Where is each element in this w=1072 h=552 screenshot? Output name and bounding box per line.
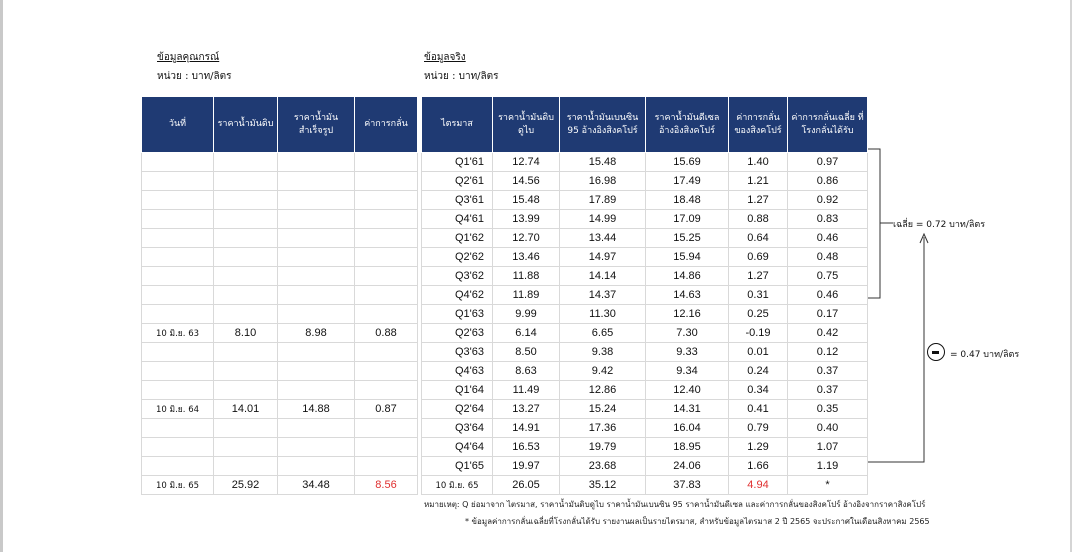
benzene-95-cell: 14.97 [560, 248, 646, 267]
diesel-cell: 18.48 [646, 191, 729, 210]
avg-margin-cell: 0.40 [788, 419, 868, 438]
diesel-cell: 37.83 [646, 476, 729, 495]
right-section-unit: หน่วย : บาท/ลิตร [424, 71, 499, 82]
quarter-cell: Q4'62 [422, 286, 493, 305]
quarter-cell: Q4'64 [422, 438, 493, 457]
quarter-cell: Q4'61 [422, 210, 493, 229]
quarter-cell: 10 มิ.ย. 65 [422, 476, 493, 495]
benzene-95-cell: 17.89 [560, 191, 646, 210]
dubai-crude-cell: 16.53 [493, 438, 560, 457]
diesel-cell: 17.09 [646, 210, 729, 229]
avg-margin-cell: 0.48 [788, 248, 868, 267]
avg-margin-cell: 0.83 [788, 210, 868, 229]
crude-price-cell: 8.10 [214, 324, 278, 343]
refining-margin-cell: 0.88 [355, 324, 418, 343]
refined-price-cell: 34.48 [278, 476, 355, 495]
sg-margin-cell: 0.88 [729, 210, 788, 229]
header-diesel: ราคาน้ำมันดีเซล อ้างอิงสิงคโปร์ [646, 97, 729, 153]
dubai-crude-cell: 11.49 [493, 381, 560, 400]
diesel-cell: 14.31 [646, 400, 729, 419]
quarter-cell: Q3'62 [422, 267, 493, 286]
left-section-unit: หน่วย : บาท/ลิตร [157, 71, 232, 82]
quarter-cell: Q1'62 [422, 229, 493, 248]
avg-margin-cell: 0.86 [788, 172, 868, 191]
avg-margin-cell: 0.37 [788, 381, 868, 400]
footnote-line-1: หมายเหตุ: Q ย่อมาจาก ไตรมาส, ราคาน้ำมันดิบดูไบ ราคาน้ำมันเบนซิน 95 ราคาน้ำมันดีเซล และค่าการกลั่นของสิงคโปร์ อ้างอิงจากราคาสิงคโปร์ [424, 500, 926, 509]
quarter-cell: Q2'61 [422, 172, 493, 191]
dubai-crude-cell: 11.88 [493, 267, 560, 286]
sg-margin-cell: 0.79 [729, 419, 788, 438]
benzene-95-cell: 14.99 [560, 210, 646, 229]
dubai-crude-cell: 13.46 [493, 248, 560, 267]
quarter-cell: Q1'61 [422, 153, 493, 172]
header-avg-margin: ค่าการกลั่นเฉลี่ย ที่โรงกลั่นได้รับ [788, 97, 868, 153]
benzene-95-cell: 15.48 [560, 153, 646, 172]
date-cell: 10 มิ.ย. 65 [142, 476, 214, 495]
avg-margin-cell: 0.92 [788, 191, 868, 210]
benzene-95-cell: 14.14 [560, 267, 646, 286]
header-benzene-95: ราคาน้ำมันเบนซิน 95 อ้างอิงสิงคโปร์ [560, 97, 646, 153]
avg-margin-cell: 0.46 [788, 286, 868, 305]
sg-margin-cell: 1.66 [729, 457, 788, 476]
quarter-cell: Q2'63 [422, 324, 493, 343]
dubai-crude-cell: 13.27 [493, 400, 560, 419]
refined-price-cell: 8.98 [278, 324, 355, 343]
dubai-crude-cell: 8.50 [493, 343, 560, 362]
diesel-cell: 18.95 [646, 438, 729, 457]
quarter-cell: Q1'65 [422, 457, 493, 476]
sg-margin-cell: 1.29 [729, 438, 788, 457]
average-annotation: เฉลี่ย = 0.72 บาท/ลิตร [893, 220, 986, 230]
difference-annotation: = 0.47 บาท/ลิตร [950, 350, 1020, 360]
avg-margin-cell: 1.07 [788, 438, 868, 457]
sg-margin-cell: 0.69 [729, 248, 788, 267]
header-quarter: ไตรมาส [422, 97, 493, 153]
header-crude-price: ราคาน้ำมันดิบ [214, 97, 278, 153]
left-section-title: ข้อมูลคุณกรณ์ [157, 52, 220, 63]
refined-price-cell: 14.88 [278, 400, 355, 419]
sg-margin-cell: 1.27 [729, 191, 788, 210]
sg-margin-cell: 0.01 [729, 343, 788, 362]
avg-margin-cell: 0.35 [788, 400, 868, 419]
benzene-95-cell: 9.42 [560, 362, 646, 381]
dubai-crude-cell: 19.97 [493, 457, 560, 476]
benzene-95-cell: 9.38 [560, 343, 646, 362]
quarter-cell: Q1'63 [422, 305, 493, 324]
dubai-crude-cell: 8.63 [493, 362, 560, 381]
dubai-crude-cell: 14.56 [493, 172, 560, 191]
sg-margin-cell: 1.40 [729, 153, 788, 172]
quarter-cell: Q2'64 [422, 400, 493, 419]
sg-margin-cell: 4.94 [729, 476, 788, 495]
avg-margin-cell: 0.46 [788, 229, 868, 248]
sg-margin-cell: 0.31 [729, 286, 788, 305]
footnote-line-2: * ข้อมูลค่าการกลั่นเฉลี่ยที่โรงกลั่นได้รับ รายงานผลเป็นรายไตรมาส, สำหรับข้อมูลไตรมาส 2 ปี 2565 จะประกาศในเดือนสิงหาคม 2565 [465, 517, 930, 526]
header-date: วันที่ [142, 97, 214, 153]
dubai-crude-cell: 9.99 [493, 305, 560, 324]
benzene-95-cell: 17.36 [560, 419, 646, 438]
avg-margin-cell: 1.19 [788, 457, 868, 476]
diesel-cell: 14.63 [646, 286, 729, 305]
avg-margin-cell: 0.37 [788, 362, 868, 381]
benzene-95-cell: 19.79 [560, 438, 646, 457]
benzene-95-cell: 13.44 [560, 229, 646, 248]
minus-icon [927, 343, 945, 361]
sg-margin-cell: 0.64 [729, 229, 788, 248]
header-dubai-crude: ราคาน้ำมันดิบ ดูไบ [493, 97, 560, 153]
diesel-cell: 17.49 [646, 172, 729, 191]
dubai-crude-cell: 11.89 [493, 286, 560, 305]
right-section-title: ข้อมูลจริง [424, 52, 466, 63]
quarter-cell: Q2'62 [422, 248, 493, 267]
header-refined-price: ราคาน้ำมัน สำเร็จรูป [278, 97, 355, 153]
benzene-95-cell: 15.24 [560, 400, 646, 419]
benzene-95-cell: 12.86 [560, 381, 646, 400]
diesel-cell: 24.06 [646, 457, 729, 476]
diesel-cell: 14.86 [646, 267, 729, 286]
benzene-95-cell: 14.37 [560, 286, 646, 305]
diesel-cell: 15.69 [646, 153, 729, 172]
diesel-cell: 12.16 [646, 305, 729, 324]
diesel-cell: 15.94 [646, 248, 729, 267]
crude-price-cell: 14.01 [214, 400, 278, 419]
benzene-95-cell: 16.98 [560, 172, 646, 191]
sg-margin-cell: 0.41 [729, 400, 788, 419]
diesel-cell: 12.40 [646, 381, 729, 400]
avg-margin-cell: * [788, 476, 868, 495]
diesel-cell: 7.30 [646, 324, 729, 343]
benzene-95-cell: 23.68 [560, 457, 646, 476]
avg-margin-cell: 0.12 [788, 343, 868, 362]
benzene-95-cell: 11.30 [560, 305, 646, 324]
quarter-cell: Q1'64 [422, 381, 493, 400]
dubai-crude-cell: 15.48 [493, 191, 560, 210]
header-refining-margin: ค่าการกลั่น [355, 97, 418, 153]
diesel-cell: 9.33 [646, 343, 729, 362]
quarter-cell: Q3'64 [422, 419, 493, 438]
sg-margin-cell: 0.34 [729, 381, 788, 400]
date-cell: 10 มิ.ย. 64 [142, 400, 214, 419]
avg-margin-cell: 0.17 [788, 305, 868, 324]
sg-margin-cell: -0.19 [729, 324, 788, 343]
header-sg-margin: ค่าการกลั่น ของสิงคโปร์ [729, 97, 788, 153]
diesel-cell: 9.34 [646, 362, 729, 381]
dubai-crude-cell: 12.74 [493, 153, 560, 172]
date-cell: 10 มิ.ย. 63 [142, 324, 214, 343]
benzene-95-cell: 35.12 [560, 476, 646, 495]
refining-margin-cell: 0.87 [355, 400, 418, 419]
sg-margin-cell: 1.27 [729, 267, 788, 286]
dubai-crude-cell: 12.70 [493, 229, 560, 248]
dubai-crude-cell: 26.05 [493, 476, 560, 495]
benzene-95-cell: 6.65 [560, 324, 646, 343]
sg-margin-cell: 0.24 [729, 362, 788, 381]
dubai-crude-cell: 6.14 [493, 324, 560, 343]
diesel-cell: 16.04 [646, 419, 729, 438]
dubai-crude-cell: 13.99 [493, 210, 560, 229]
diesel-cell: 15.25 [646, 229, 729, 248]
avg-margin-cell: 0.97 [788, 153, 868, 172]
dubai-crude-cell: 14.91 [493, 419, 560, 438]
quarter-cell: Q4'63 [422, 362, 493, 381]
sg-margin-cell: 0.25 [729, 305, 788, 324]
sg-margin-cell: 1.21 [729, 172, 788, 191]
quarter-cell: Q3'61 [422, 191, 493, 210]
avg-margin-cell: 0.75 [788, 267, 868, 286]
refining-margin-cell: 8.56 [355, 476, 418, 495]
avg-margin-cell: 0.42 [788, 324, 868, 343]
quarter-cell: Q3'63 [422, 343, 493, 362]
crude-price-cell: 25.92 [214, 476, 278, 495]
